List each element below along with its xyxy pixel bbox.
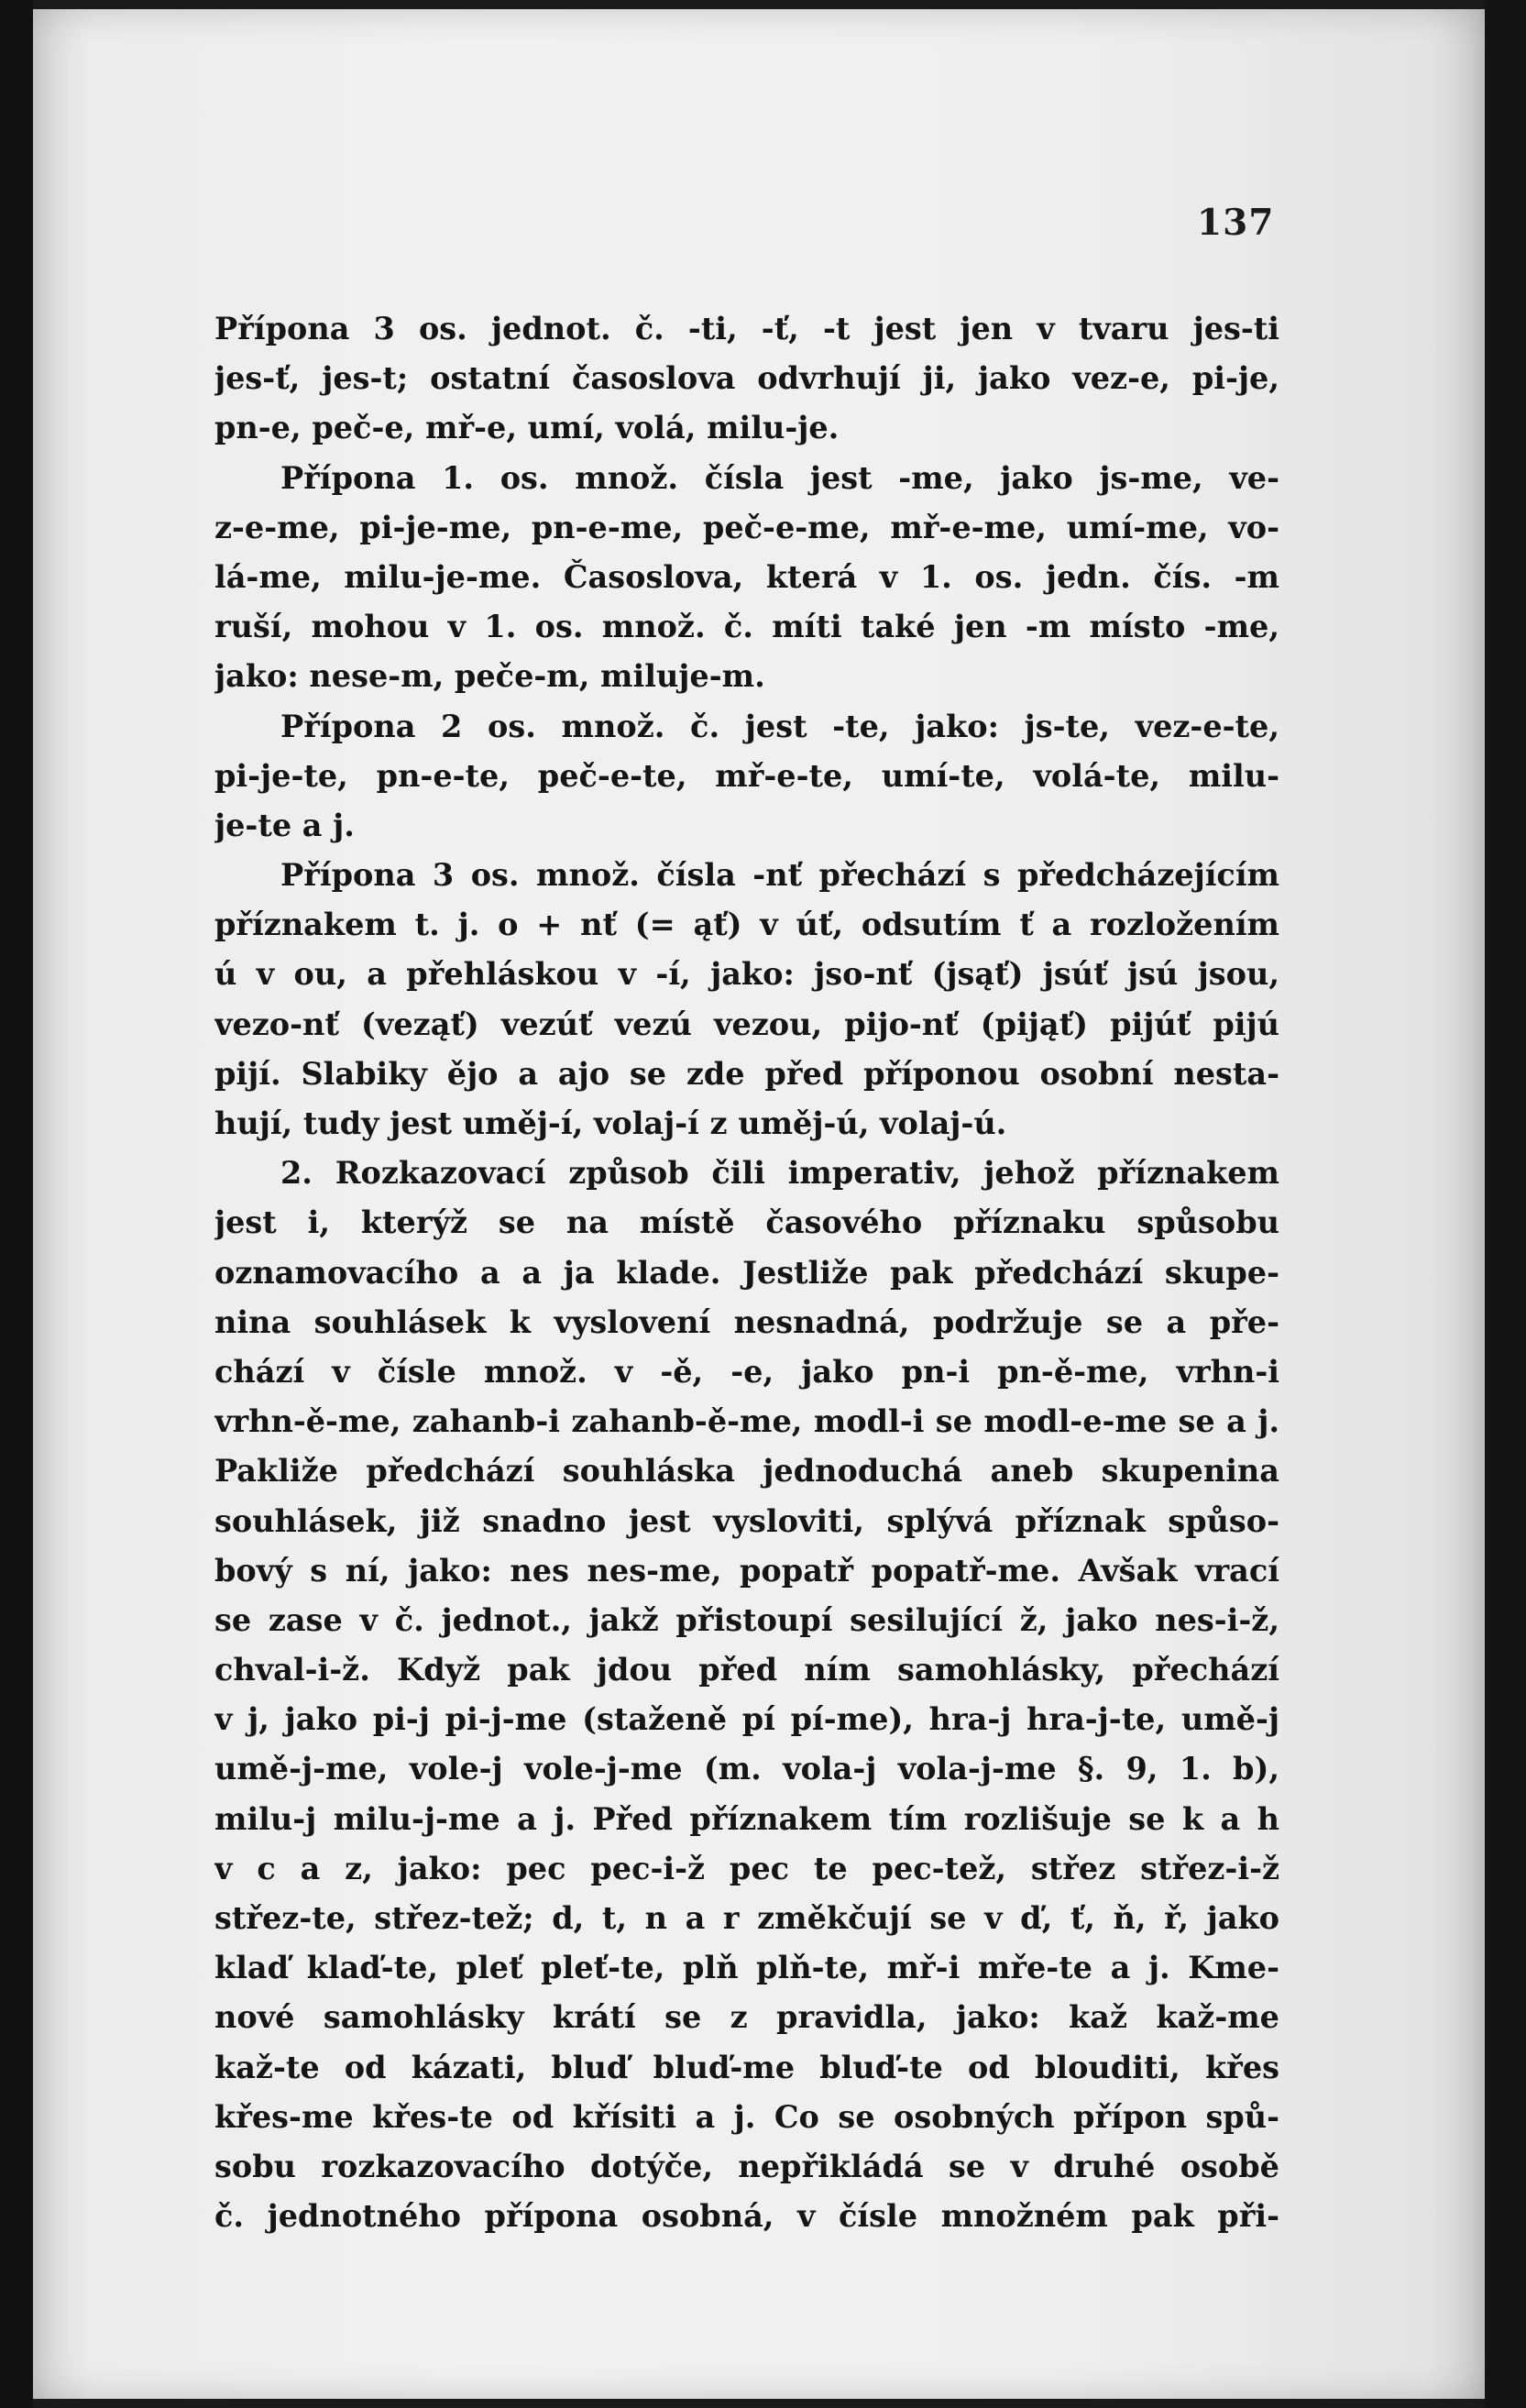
scan-edge-left bbox=[0, 0, 33, 2408]
text-line: bový s ní, jako: nes nes-me, popatř popatř-me. Avšak vrací bbox=[214, 1552, 1279, 1589]
text-line: č. jednotného přípona osobná, v čísle množném pak při- bbox=[214, 2198, 1279, 2235]
text-line: jest i, kterýž se na místě časového příznaku spůsobu bbox=[214, 1204, 1279, 1241]
text-line: z-e-me, pi-je-me, pn-e-me, peč-e-me, mř-e-me, umí-me, vo- bbox=[214, 509, 1279, 545]
text-line: lá-me, milu-je-me. Časoslova, která v 1. os. jedn. čís. -m bbox=[214, 558, 1279, 595]
text-line: nina souhlásek k vyslovení nesnadná, podržuje se a pře- bbox=[214, 1303, 1279, 1340]
text-line: klaď klaď-te, pleť pleť-te, plň plň-te, mř-i mře-te a j. Kme- bbox=[214, 1950, 1279, 1986]
text-line: v c a z, jako: pec pec-i-ž pec te pec-tež, střez střez-i-ž bbox=[214, 1850, 1279, 1886]
book-page bbox=[33, 9, 1485, 2399]
text-line: pi-je-te, pn-e-te, peč-e-te, mř-e-te, umí-te, volá-te, milu- bbox=[214, 757, 1279, 794]
text-line: pn-e, peč-e, mř-e, umí, volá, milu-je. bbox=[214, 410, 840, 446]
page-number: 137 bbox=[1197, 202, 1275, 244]
text-line: střez-te, střez-tež; d, t, n a r změkčují se v ď, ť, ň, ř, jako bbox=[214, 1900, 1279, 1936]
text-line: se zase v č. jednot., jakž přistoupí sesilující ž, jako nes-i-ž, bbox=[214, 1601, 1279, 1638]
text-line: ruší, mohou v 1. os. množ. č. míti také jen -m místo -me, bbox=[214, 609, 1279, 645]
text-line: Pakliže předchází souhláska jednoduchá aneb skupenina bbox=[214, 1453, 1279, 1490]
text-line: oznamovacího a a ja klade. Jestliže pak předchází skupe- bbox=[214, 1254, 1279, 1291]
text-line: Přípona 1. os. množ. čísla jest -me, jako js-me, ve- bbox=[280, 459, 1279, 496]
text-line: souhlásek, již snadno jest vysloviti, splývá příznak spůso- bbox=[214, 1502, 1279, 1539]
text-line: křes-me křes-te od křísiti a j. Co se osobných přípon spů- bbox=[214, 2098, 1279, 2135]
text-line: chází v čísle množ. v -ě, -e, jako pn-i pn-ě-me, vrhn-i bbox=[214, 1353, 1279, 1390]
text-line: ú v ou, a přehláskou v -í, jako: jso-nť (jsąť) jsúť jsú jsou, bbox=[214, 956, 1279, 993]
text-line: Přípona 3 os. množ. čísla -nť přechází s předcházejícím bbox=[280, 857, 1279, 894]
scan-edge-right bbox=[1485, 0, 1526, 2408]
text-line: nové samohlásky krátí se z pravidla, jako: kaž kaž-me bbox=[214, 1999, 1279, 2036]
text-line: milu-j milu-j-me a j. Před příznakem tím rozlišuje se k a h bbox=[214, 1800, 1279, 1837]
text-line: vezo-nť (veząť) vezúť vezú vezou, pijo-nť (pijąť) pijúť pijú bbox=[214, 1006, 1279, 1042]
text-line: kaž-te od kázati, bluď bluď-me bluď-te od blouditi, křes bbox=[214, 2049, 1279, 2085]
text-line: pijí. Slabiky ějo a ajo se zde před příponou osobní nesta- bbox=[214, 1055, 1279, 1092]
body-text bbox=[214, 304, 1279, 2241]
text-line: jako: nese-m, peče-m, miluje-m. bbox=[214, 658, 765, 695]
text-line: chval-i-ž. Když pak jdou před ním samohlásky, přechází bbox=[214, 1652, 1279, 1688]
text-line: jes-ť, jes-t; ostatní časoslova odvrhují ji, jako vez-e, pi-je, bbox=[214, 360, 1279, 397]
text-line: příznakem t. j. o + nť (= ąť) v úť, odsutím ť a rozložením bbox=[214, 907, 1279, 943]
text-line: Přípona 2 os. množ. č. jest -te, jako: js-te, vez-e-te, bbox=[280, 708, 1279, 744]
text-line: Přípona 3 os. jednot. č. -ti, -ť, -t jest jen v tvaru jes-ti bbox=[214, 311, 1279, 346]
text-line: umě-j-me, vole-j vole-j-me (m. vola-j vola-j-me §. 9, 1. b), bbox=[214, 1751, 1279, 1787]
text-line: 2. Rozkazovací způsob čili imperativ, jehož příznakem bbox=[280, 1155, 1279, 1192]
text-line: v j, jako pi-j pi-j-me (staženě pí pí-me), hra-j hra-j-te, umě-j bbox=[214, 1701, 1279, 1738]
text-line: je-te a j. bbox=[214, 807, 355, 843]
text-line: sobu rozkazovacího dotýče, nepřikládá se v druhé osobě bbox=[214, 2148, 1279, 2184]
text-line: hují, tudy jest uměj-í, volaj-í z uměj-ú, volaj-ú. bbox=[214, 1105, 1007, 1141]
text-line: vrhn-ě-me, zahanb-i zahanb-ě-me, modl-i se modl-e-me se a j. bbox=[214, 1403, 1279, 1440]
